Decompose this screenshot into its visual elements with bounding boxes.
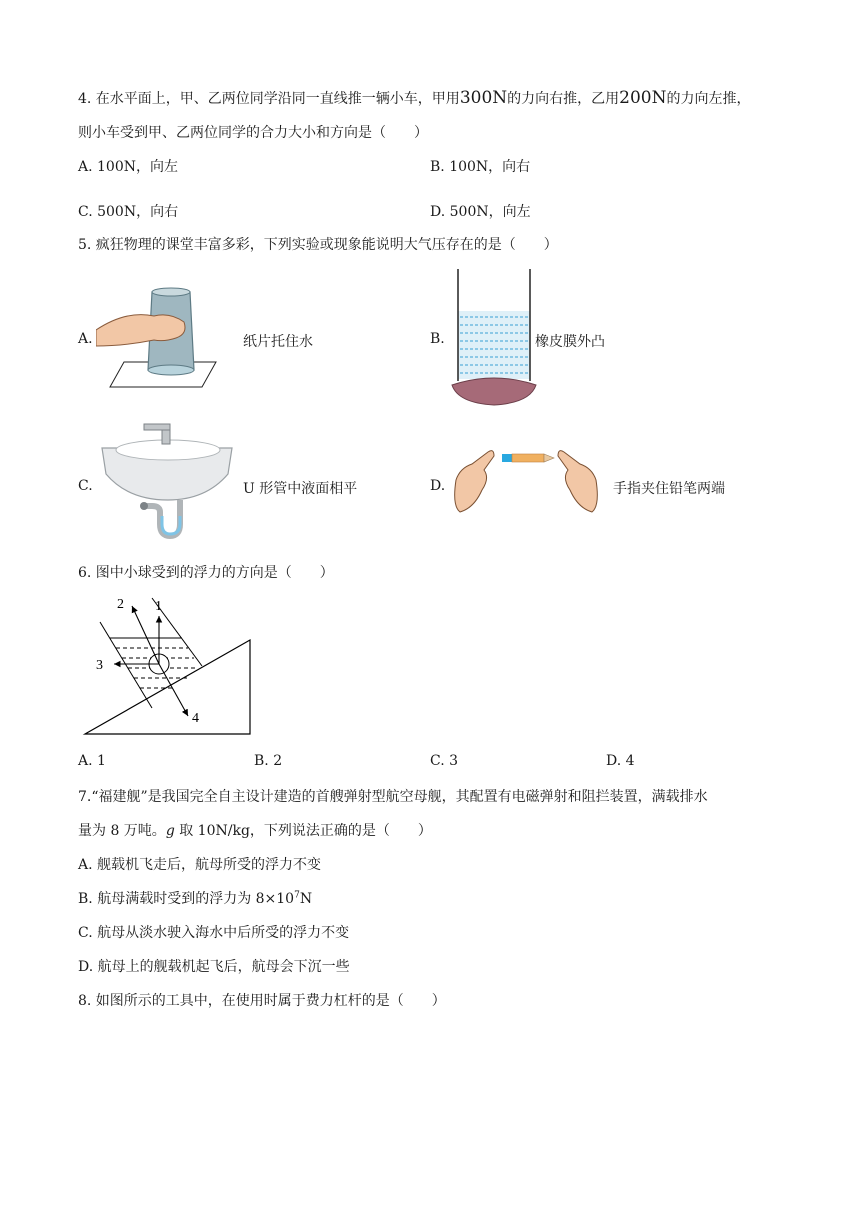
q4-force-1: 300N [459, 88, 508, 108]
q8-stem: 8. 如图所示的工具中，在使用时属于费力杠杆的是（ ） [78, 993, 446, 1009]
q6-option-c: C. 3 [430, 753, 459, 769]
q4-stem-text-c: 的力向左推， [666, 91, 751, 107]
q6-option-a: A. 1 [78, 753, 106, 769]
q4-stem-line2: 则小车受到甲、乙两位同学的合力大小和方向是（ ） [78, 125, 428, 141]
q5-option-d-letter: D. [430, 478, 446, 494]
arrow-label-1: 1 [155, 599, 162, 614]
q7-stem-line2 [78, 820, 432, 840]
q5-option-c-letter: C. [78, 478, 93, 494]
q4-option-b: B. 100N，向右 [430, 159, 531, 175]
sink-u-tube-figure [96, 420, 238, 542]
q5-option-b-caption: 橡皮膜外凸 [535, 334, 605, 350]
q7-option-b-exponent: 7 [294, 890, 300, 901]
arrow-label-3: 3 [96, 658, 103, 673]
q7-option-b-unit: N [299, 891, 313, 907]
q4-option-c: C. 500N，向右 [78, 204, 179, 220]
q7-option-d: D. 航母上的舰载机起飞后，航母会下沉一些 [78, 959, 350, 975]
q5-option-b-letter: B. [430, 331, 445, 347]
q5-option-d-caption: 手指夹住铅笔两端 [613, 481, 725, 497]
q6-option-b: B. 2 [254, 753, 283, 769]
fingers-pencil-figure [450, 448, 602, 518]
q5-option-c-caption: U 形管中液面相平 [243, 481, 358, 497]
q4-stem-text-a: 4. 在水平面上，甲、乙两位同学沿同一直线推一辆小车，甲用 [78, 91, 460, 107]
arrow-label-4: 4 [192, 711, 199, 726]
q7-option-b [78, 888, 312, 908]
q5-stem: 5. 疯狂物理的课堂丰富多彩，下列实验或现象能说明大气压存在的是（ ） [78, 237, 558, 253]
q7-stem-line1: 7.“福建舰”是我国完全自主设计建造的首艘弹射型航空母舰，其配置有电磁弹射和阻拦装置，满载排水 [78, 789, 708, 805]
q4-stem-text-b: 的力向右推，乙用 [507, 91, 620, 107]
q7-stem-text-b: 取 10N/kg，下列说法正确的是（ ） [174, 823, 432, 839]
q7-option-b-text: B. 航母满载时受到的浮力为 8×10 [78, 891, 295, 907]
q4-force-2: 200N [619, 88, 667, 108]
q5-option-a-letter: A. [78, 331, 93, 347]
q4-stem-line1 [78, 88, 750, 108]
q6-option-d: D. 4 [606, 753, 635, 769]
q5-option-a-caption: 纸片托住水 [243, 334, 313, 350]
q7-option-c: C. 航母从淡水驶入海水中后所受的浮力不变 [78, 925, 350, 941]
cup-paper-water-figure [96, 282, 226, 394]
q7-gravity-symbol: g [165, 823, 175, 839]
buoyancy-direction-figure [80, 592, 255, 742]
q4-option-a: A. 100N，向左 [78, 159, 178, 175]
q7-stem-text-a: 量为 8 万吨。 [78, 823, 166, 839]
arrow-label-2: 2 [117, 597, 124, 612]
q7-option-a: A. 舰载机飞走后，航母所受的浮力不变 [78, 857, 322, 873]
q6-stem: 6. 图中小球受到的浮力的方向是（ ） [78, 565, 334, 581]
q4-option-d: D. 500N，向左 [430, 204, 531, 220]
